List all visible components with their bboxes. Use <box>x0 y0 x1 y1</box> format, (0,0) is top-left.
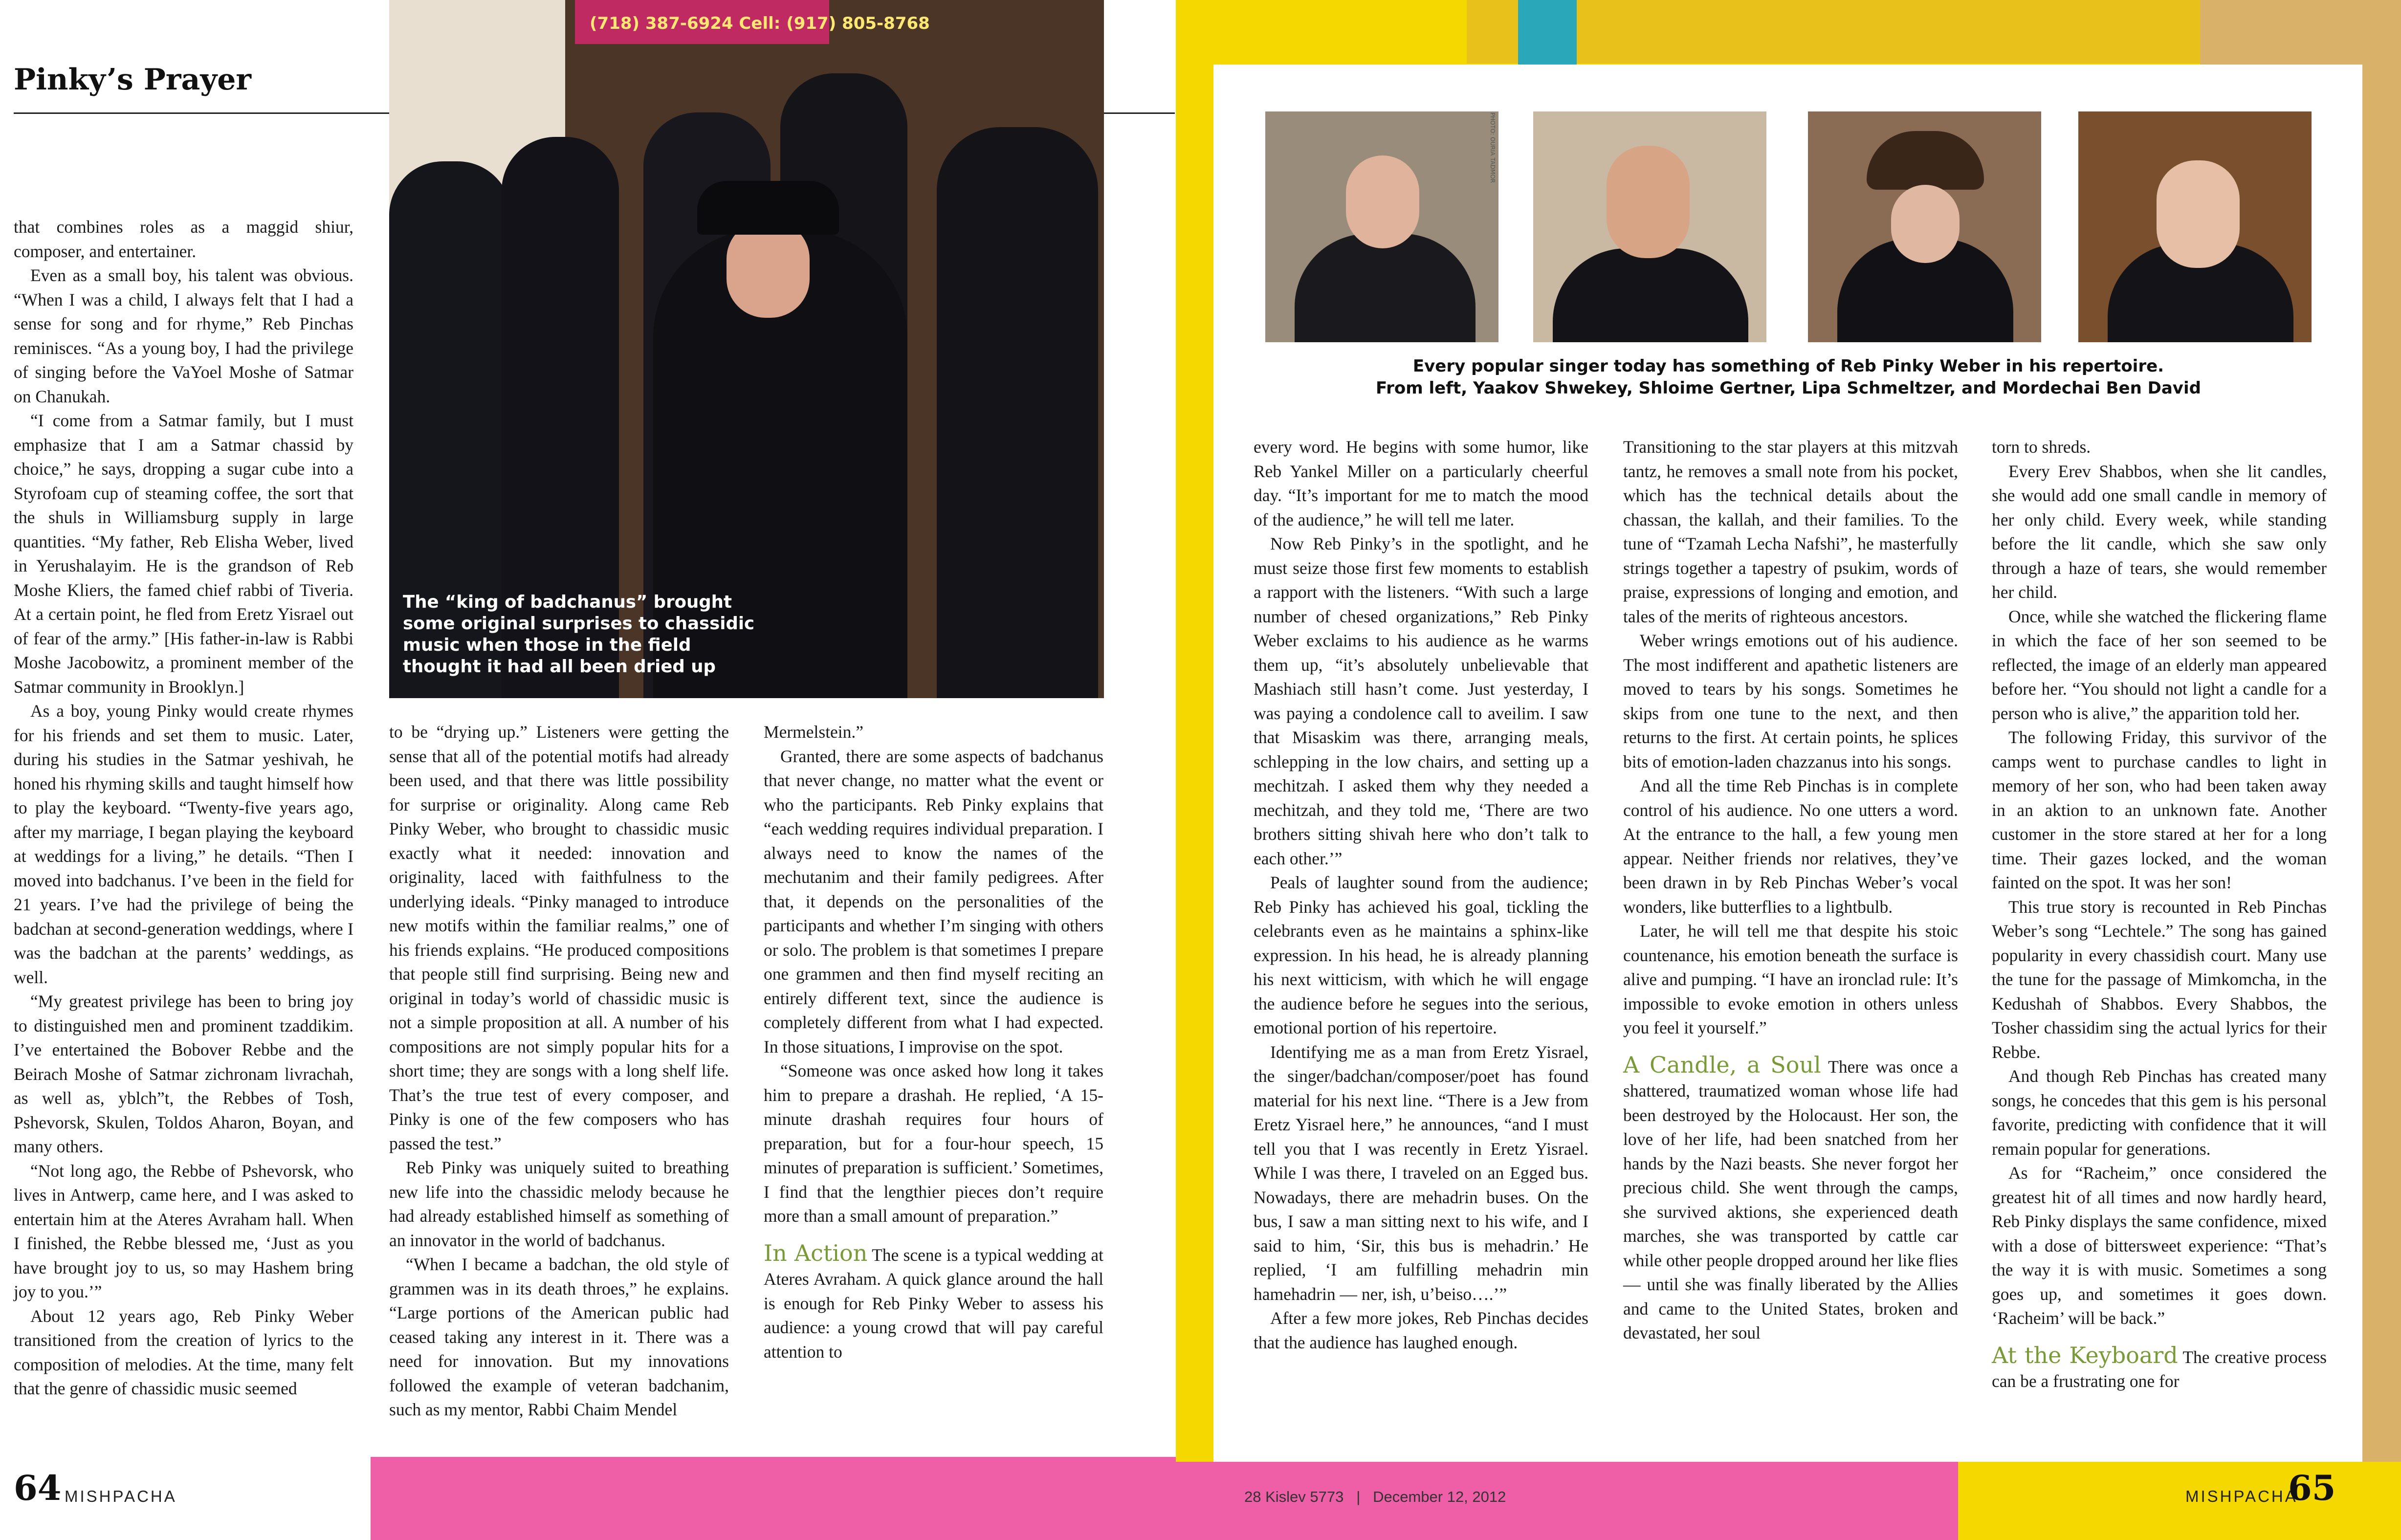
paragraph: “I come from a Satmar family, but I must emphasize that I am a Satmar chassid by choice,” he says, dropping a sugar cube into a Styrofoam cup of steaming coffee, the sort that the shuls in Williamsburg supply in large quantities. “My father, Reb Elisha Weber, lived in Yerushalayim. He is the grandson of Reb Moshe Kliers, the famed chief rabbi of Tiveria. At a certain point, he fled from Eretz Yisrael out of fear of the army.” [His father-in-law is Rabbi Moshe Jacobowitz, a prominent member of the Satmar community in Brooklyn.] <box>14 411 353 697</box>
paragraph: Mermelstein.” <box>764 722 864 742</box>
paragraph: This true story is recounted in Reb Pinchas Weber’s song “Lechtele.” The song has gained popularity in every chassidish court. Many use the tune for the passage of Mimkomcha, in the Kedushah of Shabbos. Every Shabbos, the Tosher chassidim sing the actual lyrics for their Rebbe. <box>1992 897 2327 1062</box>
photo-caption-line-1: The “king of badchanus” brought some original surprises to chassidic <box>403 592 755 634</box>
paragraph: The following Friday, this survivor of the camps went to purchase candles to light in memory of her son, who had been taken away in an aktion to an unknown fate. Another customer in the store stared at her for a long time. Their gazes locked, and the woman fainted on the spot. It was her son! <box>1992 727 2327 892</box>
column-3 <box>764 720 1103 1364</box>
photo-strip-caption-line-2: From left, Yaakov Shwekey, Shloime Gertner, Lipa Schmeltzer, and Mordechai Ben David <box>1376 378 2201 398</box>
column-1 <box>14 215 353 1401</box>
photo-strip-caption-line-1: Every popular singer today has something of Reb Pinky Weber in his repertoire. <box>1412 356 2164 376</box>
column-5 <box>1623 435 1958 1345</box>
lead-singer-face <box>727 220 810 318</box>
subhead-paragraph <box>1623 1053 1958 1345</box>
paragraph: As for “Racheim,” once considered the greatest hit of all times and now hardly heard, Reb Pinky displays the same confidence, mixed with a dose of bittersweet experience: “That’s the way it is with music. Sometimes a song goes up, and sometimes it goes down. ‘Racheim’ will be back.” <box>1992 1163 2327 1328</box>
singer-figure-5 <box>937 127 1098 698</box>
paragraph: Weber wrings emotions out of his audience. The most indifferent and apathetic listeners are moved to tears by his songs. Sometimes he skips from one tune to the next, and then returns to the first. At certain points, he splices bits of emotion-laden chazzanus into his songs. <box>1623 631 1958 771</box>
paragraph: And though Reb Pinchas has created many songs, he concedes that this gem is his personal favorite, predicting with confidence that it will remain popular for generations. <box>1992 1066 2327 1159</box>
paragraph: After a few more jokes, Reb Pinchas decides that the audience has laughed enough. <box>1254 1308 1588 1352</box>
portrait-face <box>1346 155 1419 248</box>
portrait-face <box>1607 146 1690 258</box>
subhead-paragraph <box>1992 1343 2327 1394</box>
paragraph: Even as a small boy, his talent was obvious. “When I was a child, I always felt that I had a sense for song and for rhyme,” Reb Pinchas reminisces. “As a young boy, I had the privilege of singing before the VaYoel Moshe of Satmar on Chanukah. <box>14 265 353 406</box>
paragraph: Once, while she watched the flickering flame in which the face of her son seemed to be reflected, the image of an elderly man appeared before her. “You should not light a candle for a person who is alive,” the apparition told her. <box>1992 606 2327 723</box>
column-4 <box>1254 435 1588 1355</box>
paragraph: Reb Pinky was uniquely suited to breathing new life into the chassidic melody because he had already established himself as something of an innovator in the world of badchanus. <box>389 1158 729 1250</box>
footer-magazine-right: MISHPACHA <box>2185 1487 2298 1505</box>
portrait-body <box>1295 234 1476 342</box>
subhead: At the Keyboard <box>1992 1342 2178 1368</box>
portrait-face <box>2157 160 2240 268</box>
paragraph: Identifying me as a man from Eretz Yisrael, the singer/badchan/composer/poet has found material for his next line. “There is a Jew from Eretz Yisrael here,” he announces, “and I must tell you that I was recently in Eretz Yisrael. While I was there, I traveled on an Egged bus. Nowadays, there are mehadrin buses. On the bus, I saw a man sitting next to his wife, and I said to him, ‘Sir, this bus is mehadrin.’ He replied, ‘I am fulfilling mehadrin min hamehadrin — ner, ish, u’beiso….’” <box>1254 1042 1588 1304</box>
page-number-right: 65 <box>2288 1468 2336 1508</box>
footer-pink-band <box>371 1457 1176 1540</box>
right-page-teal-stripe <box>1518 0 1577 68</box>
page-title: Pinky’s Prayer <box>14 63 251 97</box>
banner-text: (718) 387-6924 Cell: (917) 805-8768 <box>590 14 930 33</box>
paragraph: every word. He begins with some humor, like Reb Yankel Miller on a particularly cheerful day. “It’s important for me to match the mood of the audience,” he will tell me later. <box>1254 437 1588 529</box>
paragraph: Granted, there are some aspects of badchanus that never change, no matter what the event or who the participants. Reb Pinky explains that “each wedding requires individual preparation. I always need to know the names of the mechutanim and their family pedigrees. After that, it depends on the personalities of the participants and whether I’m singing with others or solo. The problem is that sometimes I prepare one grammen and then find myself reciting an entirely different text, since the audience is completely different from what I had expected. In those situations, I improvise on the spot. <box>764 746 1103 1056</box>
title-rule <box>14 112 389 114</box>
paragraph: “Someone was once asked how long it takes him to prepare a drashah. He replied, ‘A 15-minute drashah requires four hours of preparation, but for a four-hour speech, 15 minutes of preparation is sufficient.’ Sometimes, I find that the lengthier pieces don’t require more than a small amount of preparation.” <box>764 1061 1103 1226</box>
paragraph: About 12 years ago, Reb Pinky Weber transitioned from the creation of lyrics to the composition of melodies. At the time, many felt that the genre of chassidic music seemed <box>14 1306 353 1398</box>
lead-singer-hat <box>697 181 839 235</box>
paragraph: Peals of laughter sound from the audience; Reb Pinky has achieved his goal, tickling the celebrants even as he maintains a sphinx-like expression. In his head, he is already planning his next witticism, with which he will engage the audience before he segues into the serious, emotional portion of his repertoire. <box>1254 873 1588 1037</box>
photo-credit: PHOTO: OURIA TADMOR <box>1489 112 1496 183</box>
portrait-face <box>1891 185 1960 263</box>
photo-caption <box>403 592 774 678</box>
paragraph: Now Reb Pinky’s in the spotlight, and he must seize those first few moments to establish a rapport with the listeners. “With such a large number of chesed organizations,” Reb Pinky Weber exclaims to his audience as he warms them up, “it’s absolutely unbelievable that Mashiach still hasn’t come. Just yesterday, I was paying a condolence call to aveilim. I saw that Misaskim was there, arranging meals, schlepping in the low chairs, and setting up a mechitzah. I asked them why they needed a mechitzah, and they told me, ‘There are two brothers sitting shivah here who don’t talk to each other.’” <box>1254 534 1588 868</box>
paragraph: that combines roles as a maggid shiur, composer, and entertainer. <box>14 217 353 261</box>
paragraph: Every Erev Shabbos, when she lit candles, she would add one small candle in memory of her only child. Every week, while standing before the lit candle, which she saw only through a haze of tears, she would remember her child. <box>1992 461 2327 602</box>
column-6 <box>1992 435 2327 1394</box>
subhead-text: The creative process can be a frustrating one for <box>1992 1347 2327 1391</box>
subhead: In Action <box>764 1239 868 1266</box>
column-2 <box>389 720 729 1422</box>
photo-schmeltzer <box>1808 111 2041 342</box>
photo-strip-caption <box>1265 355 2312 399</box>
title-rule-right <box>1104 112 1175 114</box>
subhead-text: The scene is a typical wedding at Ateres Avraham. A quick glance around the hall is enough for Reb Pinky Weber to assess his audience: a young crowd that will pay careful attention to <box>764 1245 1103 1362</box>
subhead-paragraph <box>764 1241 1103 1364</box>
footer-date: 28 Kislev 5773 | December 12, 2012 <box>1244 1488 1506 1505</box>
main-photo <box>389 0 1104 698</box>
paragraph: And all the time Reb Pinchas is in complete control of his audience. No one utters a word. At the entrance to the hall, a few young men appear. Neither friends nor relatives, they’ve been drawn in by Reb Pinchas Weber’s vocal wonders, like butterflies to a lightbulb. <box>1623 776 1958 917</box>
portrait-shtreimel <box>1867 131 1984 190</box>
paragraph: As a boy, young Pinky would create rhymes for his friends and set them to music. Later, during his studies in the Satmar yeshivah, he honed his rhyming skills and taught himself how to play the keyboard. “Twenty-five years ago, after my marriage, I began playing the keyboard at weddings for a living,” he details. “Then I moved into badchanus. I’ve been in the field for 21 years. I’ve had the privilege of being the badchan at second-generation weddings, where I was the badchan at the parents’ weddings, as well. <box>14 701 353 987</box>
paragraph: Later, he will tell me that despite his stoic countenance, his emotion beneath the surface is alive and pumping. “I have an ironclad rule: It’s impossible to evoke emotion in others unless you feel it yourself.” <box>1623 921 1958 1037</box>
photo-shwekey <box>1265 111 1498 342</box>
photo-gertner <box>1533 111 1766 342</box>
photo-ben-david <box>2078 111 2312 342</box>
page-number-left: 64 <box>14 1468 62 1508</box>
stage-banner <box>575 0 930 44</box>
paragraph: “When I became a badchan, the old style of grammen was in its death throes,” he explains. “Large portions of the American public had ceased taking any interest in it. There was a need for innovation. But my innovations followed the example of veteran badchanim, such as my mentor, Rabbi Chaim Mendel <box>389 1254 729 1419</box>
subhead-text: There was once a shattered, traumatized woman whose life had been destroyed by the Holocaust. Her son, the love of her life, had been snatched from her hands by the Nazi beasts. She never forgot her precious child. She went through the camps, she survived aktions, she experienced death marches, she was transported by cattle car while other people dropped around her like flies — until she was finally liberated by the Allies and came to the United States, broken and devastated, her soul <box>1623 1056 1959 1342</box>
subhead: A Candle, a Soul <box>1623 1051 1821 1078</box>
paragraph: torn to shreds. <box>1992 437 2091 457</box>
portrait-body <box>1553 248 1748 342</box>
footer-magazine-left: MISHPACHA <box>65 1487 177 1505</box>
paragraph: “My greatest privilege has been to bring joy to distinguished men and prominent tzaddikim. I’ve entertained the Bobover Rebbe and the Beirach Moshe of Satmar zichronam livrachah, as well as, yblch”t, the Rebbes of Tosh, Pshevorsk, Skulen, Toldos Aharon, Boyan, and many others. <box>14 991 353 1156</box>
photo-caption-line-2: music when those in the field thought it had all been dried up <box>403 635 716 677</box>
paragraph: to be “drying up.” Listeners were getting the sense that all of the potential motifs had already been used, and that there was little possibility for surprise or originality. Along came Reb Pinky Weber, who brought to chassidic music exactly what it needed: innovation and originality, laced with faithfulness to the underlying ideals. “Pinky managed to introduce new motifs within the familiar realms,” one of his friends explains. “He produced compositions that people still find surprising. Being new and original in today’s world of chassidic music is not a simple proposition at all. A number of his compositions are not simply popular hits for a short time; they are songs with a long shelf life. That’s the true test of every composer, and Pinky is one of the few composers who has passed the test.” <box>389 722 729 1153</box>
paragraph: Transitioning to the star players at this mitzvah tantz, he removes a small note from his pocket, which has the technical details about the chassan, the kallah, and their families. To the tune of “Tzamah Lecha Nafshi”, he masterfully strings together a tapestry of psukim, words of praise, expressions of longing and emotion, and tales of the merits of righteous ancestors. <box>1623 437 1958 626</box>
paragraph: “Not long ago, the Rebbe of Pshevorsk, who lives in Antwerp, came here, and I was asked to entertain him at the Ateres Avraham hall. When I finished, the Rebbe blessed me, ‘Just as you have brought joy to us, so may Hashem bring joy to you.’” <box>14 1161 353 1301</box>
